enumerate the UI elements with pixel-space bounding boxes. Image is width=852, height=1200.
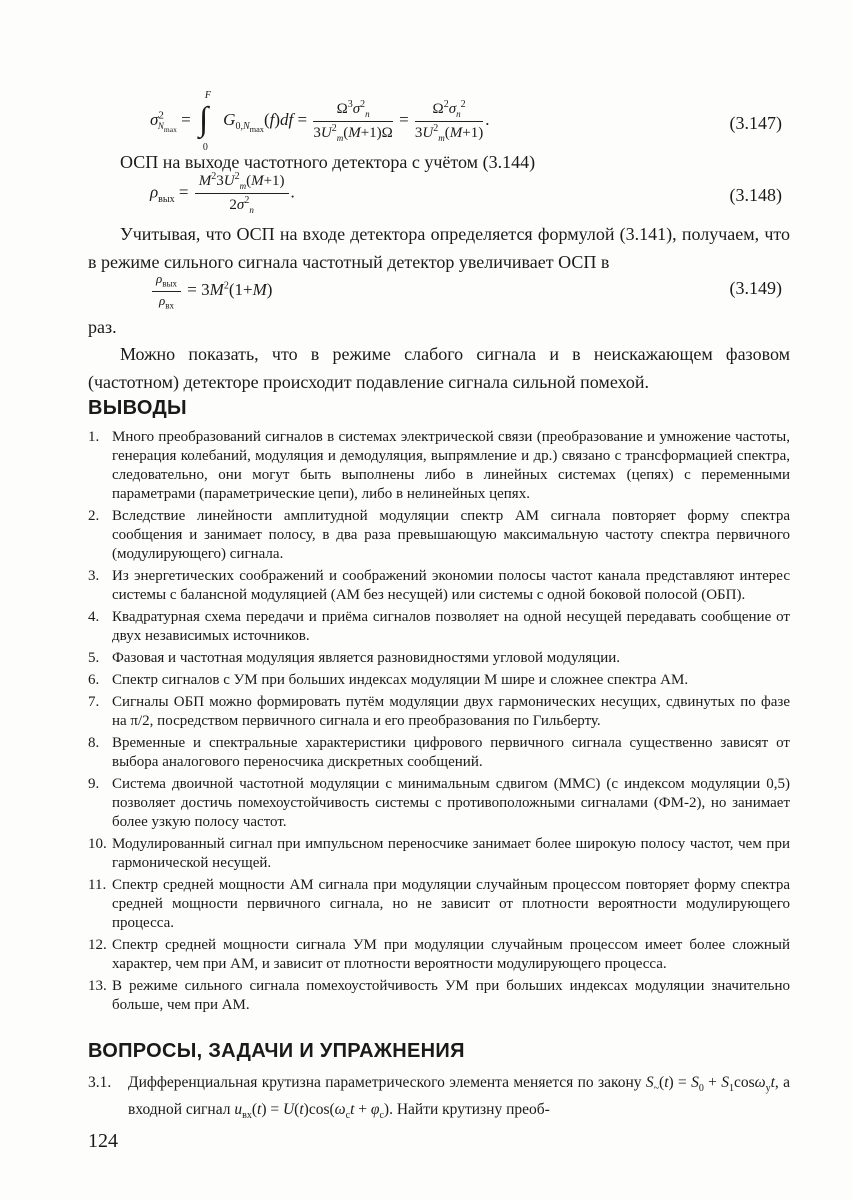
list-item [88,507,790,564]
list-item [88,671,790,690]
conclusions-list [88,428,790,1018]
page-number: 124 [88,1130,118,1152]
task-3-1 [88,1072,790,1126]
task-text-start: Дифференциальная крутизна параметрического элемента меняется по закону [128,1074,642,1091]
osp-line: ОСП на выходе частотного детектора с учётом (3.144) [120,152,536,172]
list-item-number: 1. [88,429,100,445]
list-item-text: Фазовая и частотная модуляция является разновидностями угловой модуляции. [112,650,621,666]
list-item-number: 7. [88,694,100,710]
list-item-text: Спектр средней мощности сигнала УМ при модуляции случайным процессом имеет более сложный характер, чем при АМ, и зависит от плотности вероятности модулирующего процесса. [112,937,790,972]
equation-3-147: $\sigma^2_{N_{max}}$ = F ∫ 0 $G_{0,N_{max}}(f)df$ = $\frac{\Omega^3\sigma^2_n}{3U^2_m(M+1)\Omega}$ = $\frac{\Omega^2\sigma_n^2}{3U^2_m(M+1)}$ . [150,90,490,153]
list-item [88,608,790,646]
list-item-text: Модулированный сигнал при импульсном переносчике занимает более широкую полосу частот, чем при гармонической несущей. [112,836,790,871]
list-item-number: 2. [88,508,100,524]
list-item-number: 5. [88,650,100,666]
list-item-text: В режиме сильного сигнала помехоустойчивость УМ при больших индексах модуляции значительно больше, чем при АМ. [112,978,790,1013]
list-item [88,567,790,605]
list-item [88,428,790,504]
questions-heading: ВОПРОСЫ, ЗАДАЧИ И УПРАЖНЕНИЯ [88,1040,465,1062]
list-item-number: 12. [88,937,107,953]
list-item [88,649,790,668]
list-item-number: 11. [88,877,107,893]
equation-number: (3.148) [729,185,782,205]
list-item-text: Из энергетических соображений и соображений экономии полосы частот канала представляют интерес системы с балансной модуляцией (АМ без несущей) или системы с одной боковой полосой (ОБП). [112,568,790,603]
list-item [88,734,790,772]
equation-number: (3.147) [729,113,782,133]
list-item [88,977,790,1015]
equation-3-149: $\frac{\rho_{вых}}{\rho_{вх}}$ = $3M^2(1+M)$ [150,272,272,310]
task-number: 3.1. [88,1074,112,1091]
raz-text: раз. [88,317,117,337]
list-item-text: Система двоичной частотной модуляции с минимальным сдвигом (ММС) (с индексом модуляции 0,5) позволяет достичь помехоустойчивость системы с противоположными сигналами (ФМ-2), но занимает более узкую полосу частот. [112,776,790,830]
list-item-text: Спектр средней мощности АМ сигнала при модуляции случайным процессом повторяет форму спектра средней мощности первичного сигнала, но не зависит от плотности вероятности модулирующего процесса. [112,877,790,931]
conclusions-heading: ВЫВОДЫ [88,397,187,419]
equation-number: (3.149) [729,278,782,298]
paragraph: Можно показать, что в режиме слабого сигнала и в неискажающем фазовом (частотном) детекторе происходит подавление сигнала сильной помехой. [88,344,790,392]
list-item-number: 4. [88,609,100,625]
list-item-number: 13. [88,978,107,994]
list-item [88,693,790,731]
list-item-number: 6. [88,672,100,688]
list-item-number: 9. [88,776,100,792]
list-item-text: Временные и спектральные характеристики цифрового первичного сигнала существенно зависят от выбора аналогового переносчика дискретных сообщений. [112,735,790,770]
list-item-number: 10. [88,836,107,852]
list-item-number: 3. [88,568,100,584]
list-item-text: Много преобразований сигналов в системах электрической связи (преобразование и умножение частоты, генерация колебаний, модуляция и демодуляция, выпрямление и др.) связано с трансформацией спектра, следовательно, они могут быть выполнены либо в линейных системах (цепях) с переменными параметрами (параметрические цепи), либо в нелинейных цепях. [112,429,790,502]
list-item [88,775,790,832]
list-item-text: Квадратурная схема передачи и приёма сигналов позволяет на одной несущей передавать сообщение от двух независимых источников. [112,609,790,644]
list-item [88,936,790,974]
task-text: Дифференциальная крутизна параметрического элемента меняется по закону $S_\sim(t) = S_0 + S_1\cos\omega_yt$, а входной сигнал $u_{вх}(t) = U(t)\cos(\omega_ct + \varphi_c)$. Найти крутизну преоб- [128,1074,791,1122]
equation-3-148: $\rho_{вых}$ = $\frac{M^23U^2_m(M+1)}{2\sigma^2_n}$ . [150,171,295,215]
task-text-end: . Найти крутизну преоб- [389,1101,550,1119]
list-item-number: 8. [88,735,100,751]
paragraph: Учитывая, что ОСП на входе детектора определяется формулой (3.141), получаем, что в режиме сильного сигнала частотный детектор увеличивает ОСП в [88,224,790,272]
list-item-text: Вследствие линейности амплитудной модуляции спектр АМ сигнала повторяет форму спектра сообщения и занимает полосу, в два раза превышающую максимальную частоту спектра первичного (модулирующего) сигнала. [112,508,790,562]
list-item [88,835,790,873]
list-item-text: Сигналы ОБП можно формировать путём модуляции двух гармонических несущих, сдвинутых по фазе на π/2, посредством первичного сигнала и его преобразования по Гильберту. [112,694,790,729]
list-item [88,876,790,933]
list-item-text: Спектр сигналов с УМ при больших индексах модуляции М шире и сложнее спектра АМ. [112,672,689,688]
integral-sign: F ∫ 0 [198,90,212,153]
